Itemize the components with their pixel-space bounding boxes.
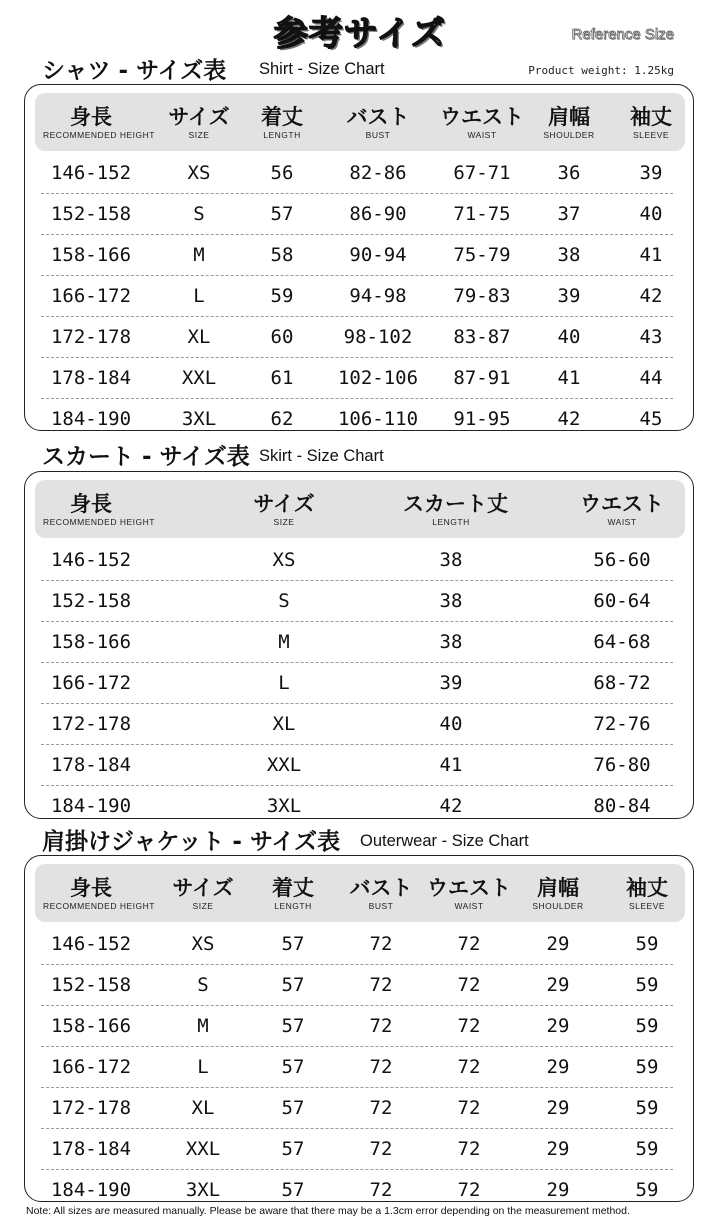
outerwear-cell-length: 57 bbox=[281, 933, 305, 955]
outerwear-cell-height: 152-158 bbox=[50, 974, 132, 996]
skirt-header-waist-en: WAIST bbox=[607, 517, 637, 527]
outerwear-cell-length: 57 bbox=[281, 1097, 305, 1119]
skirt-cell-length: 38 bbox=[439, 549, 463, 571]
outerwear-cell-height: 184-190 bbox=[50, 1179, 132, 1201]
table-row bbox=[25, 924, 693, 965]
outerwear-cell-height: 178-184 bbox=[50, 1138, 132, 1160]
product-weight: Product weight: 1.25kg bbox=[528, 64, 674, 77]
shirt-cell-sleeve: 40 bbox=[639, 203, 663, 225]
skirt-cell-waist: 60-64 bbox=[593, 590, 651, 612]
outerwear-cell-length: 57 bbox=[281, 1015, 305, 1037]
outerwear-header-size-jp: サイズ bbox=[172, 876, 234, 900]
shirt-header-size-jp: サイズ bbox=[168, 105, 230, 129]
shirt-header-waist-jp: ウエスト bbox=[440, 105, 524, 129]
outerwear-cell-bust: 72 bbox=[369, 1015, 393, 1037]
shirt-cell-size: M bbox=[193, 244, 205, 266]
shirt-cell-length: 62 bbox=[270, 408, 294, 430]
shirt-header-size bbox=[151, 93, 247, 151]
shirt-cell-length: 58 bbox=[270, 244, 294, 266]
outerwear-cell-waist: 72 bbox=[457, 933, 481, 955]
skirt-cell-size: XL bbox=[272, 713, 296, 735]
outerwear-cell-shoulder: 29 bbox=[546, 1179, 570, 1201]
shirt-cell-size: XS bbox=[187, 162, 211, 184]
skirt-cell-waist: 80-84 bbox=[593, 795, 651, 817]
skirt-header-length-en: LENGTH bbox=[432, 517, 470, 527]
shirt-cell-sleeve: 41 bbox=[639, 244, 663, 266]
skirt-cell-length: 39 bbox=[439, 672, 463, 694]
outerwear-cell-waist: 72 bbox=[457, 1179, 481, 1201]
outerwear-cell-bust: 72 bbox=[369, 1179, 393, 1201]
table-row bbox=[25, 358, 693, 399]
table-row bbox=[25, 965, 693, 1006]
skirt-header-size-en: SIZE bbox=[273, 517, 295, 527]
outerwear-header-sleeve-en: SLEEVE bbox=[628, 901, 666, 911]
outerwear-cell-shoulder: 29 bbox=[546, 933, 570, 955]
outerwear-cell-sleeve: 59 bbox=[635, 933, 659, 955]
outerwear-cell-shoulder: 29 bbox=[546, 1097, 570, 1119]
skirt-header-length bbox=[403, 480, 508, 538]
shirt-cell-length: 56 bbox=[270, 162, 294, 184]
outerwear-header-shoulder bbox=[510, 864, 606, 922]
shirt-cell-shoulder: 42 bbox=[557, 408, 581, 430]
skirt-cell-size: M bbox=[278, 631, 290, 653]
outerwear-header-bust-jp: バスト bbox=[349, 876, 413, 900]
outerwear-cell-sleeve: 59 bbox=[635, 1056, 659, 1078]
outerwear-header-waist-en: WAIST bbox=[454, 901, 484, 911]
table-row bbox=[25, 1047, 693, 1088]
outerwear-cell-bust: 72 bbox=[369, 1056, 393, 1078]
outerwear-cell-bust: 72 bbox=[369, 1097, 393, 1119]
shirt-header-bust-en: BUST bbox=[365, 130, 391, 140]
skirt-cell-waist: 64-68 bbox=[593, 631, 651, 653]
skirt-cell-height: 172-178 bbox=[50, 713, 132, 735]
shirt-cell-size: L bbox=[193, 285, 205, 307]
outerwear-header-shoulder-en: SHOULDER bbox=[532, 901, 584, 911]
shirt-header-sleeve-jp: 袖丈 bbox=[630, 105, 672, 129]
shirt-header-size-en: SIZE bbox=[188, 130, 210, 140]
table-row bbox=[25, 663, 693, 704]
skirt-size-table bbox=[24, 471, 694, 819]
measurement-note: Note: All sizes are measured manually. Please be aware that there may be a 1.3cm error depending on the measurement method. bbox=[26, 1205, 630, 1217]
table-row bbox=[25, 276, 693, 317]
shirt-size-table bbox=[24, 84, 694, 431]
shirt-cell-bust: 94-98 bbox=[349, 285, 407, 307]
table-row bbox=[25, 1088, 693, 1129]
skirt-cell-waist: 56-60 bbox=[593, 549, 651, 571]
shirt-cell-height: 146-152 bbox=[50, 162, 132, 184]
outerwear-cell-sleeve: 59 bbox=[635, 974, 659, 996]
outerwear-cell-length: 57 bbox=[281, 1138, 305, 1160]
shirt-header-height bbox=[43, 93, 155, 151]
shirt-cell-waist: 75-79 bbox=[453, 244, 511, 266]
shirt-header-bust bbox=[330, 93, 426, 151]
outerwear-cell-shoulder: 29 bbox=[546, 1138, 570, 1160]
outerwear-cell-length: 57 bbox=[281, 1179, 305, 1201]
outerwear-cell-size: XXL bbox=[185, 1138, 221, 1160]
skirt-cell-height: 152-158 bbox=[50, 590, 132, 612]
shirt-cell-height: 178-184 bbox=[50, 367, 132, 389]
skirt-cell-waist: 68-72 bbox=[593, 672, 651, 694]
shirt-cell-height: 184-190 bbox=[50, 408, 132, 430]
outerwear-title-jp: 肩掛けジャケット - サイズ表 bbox=[42, 829, 341, 855]
outerwear-cell-height: 172-178 bbox=[50, 1097, 132, 1119]
skirt-title-en: Skirt - Size Chart bbox=[259, 447, 384, 465]
table-row bbox=[25, 194, 693, 235]
shirt-header-length bbox=[234, 93, 330, 151]
shirt-header-shoulder-en: SHOULDER bbox=[543, 130, 595, 140]
shirt-cell-bust: 82-86 bbox=[349, 162, 407, 184]
shirt-header-bust-jp: バスト bbox=[346, 105, 410, 129]
shirt-cell-shoulder: 39 bbox=[557, 285, 581, 307]
reference-size-label: Reference Size bbox=[571, 26, 674, 43]
skirt-cell-height: 146-152 bbox=[50, 549, 132, 571]
outerwear-cell-shoulder: 29 bbox=[546, 974, 570, 996]
table-row bbox=[25, 317, 693, 358]
outerwear-cell-sleeve: 59 bbox=[635, 1015, 659, 1037]
outerwear-cell-bust: 72 bbox=[369, 933, 393, 955]
page-title: 参考サイズ bbox=[273, 14, 447, 54]
shirt-header-length-en: LENGTH bbox=[263, 130, 301, 140]
table-row bbox=[25, 399, 693, 440]
outerwear-cell-size: 3XL bbox=[185, 1179, 221, 1201]
skirt-cell-height: 184-190 bbox=[50, 795, 132, 817]
shirt-cell-size: 3XL bbox=[181, 408, 217, 430]
outerwear-cell-sleeve: 59 bbox=[635, 1179, 659, 1201]
outerwear-cell-waist: 72 bbox=[457, 974, 481, 996]
shirt-cell-bust: 90-94 bbox=[349, 244, 407, 266]
skirt-header-height-en: RECOMMENDED HEIGHT bbox=[43, 517, 155, 527]
shirt-cell-bust: 98-102 bbox=[343, 326, 413, 348]
shirt-cell-sleeve: 44 bbox=[639, 367, 663, 389]
shirt-cell-shoulder: 36 bbox=[557, 162, 581, 184]
shirt-header-waist-en: WAIST bbox=[467, 130, 497, 140]
outerwear-header-length-jp: 着丈 bbox=[272, 876, 314, 900]
shirt-cell-bust: 106-110 bbox=[337, 408, 419, 430]
skirt-cell-length: 42 bbox=[439, 795, 463, 817]
shirt-title-en: Shirt - Size Chart bbox=[259, 60, 385, 78]
outerwear-title-en: Outerwear - Size Chart bbox=[360, 832, 529, 850]
shirt-header-sleeve-en: SLEEVE bbox=[632, 130, 670, 140]
shirt-header-height-en: RECOMMENDED HEIGHT bbox=[43, 130, 155, 140]
skirt-cell-height: 166-172 bbox=[50, 672, 132, 694]
skirt-header-height-jp: 身長 bbox=[70, 492, 112, 516]
skirt-header-height bbox=[43, 480, 155, 538]
table-row bbox=[25, 1006, 693, 1047]
skirt-cell-size: XS bbox=[272, 549, 296, 571]
outerwear-header-bust-en: BUST bbox=[368, 901, 394, 911]
outerwear-header-waist-jp: ウエスト bbox=[427, 876, 511, 900]
shirt-cell-shoulder: 38 bbox=[557, 244, 581, 266]
outerwear-header-length bbox=[245, 864, 341, 922]
outerwear-cell-size: L bbox=[197, 1056, 209, 1078]
outerwear-cell-length: 57 bbox=[281, 1056, 305, 1078]
outerwear-header-shoulder-jp: 肩幅 bbox=[537, 876, 579, 900]
outerwear-cell-height: 158-166 bbox=[50, 1015, 132, 1037]
outerwear-cell-bust: 72 bbox=[369, 1138, 393, 1160]
skirt-cell-length: 38 bbox=[439, 590, 463, 612]
shirt-cell-bust: 86-90 bbox=[349, 203, 407, 225]
table-row bbox=[25, 622, 693, 663]
outerwear-cell-waist: 72 bbox=[457, 1097, 481, 1119]
outerwear-header-length-en: LENGTH bbox=[274, 901, 312, 911]
shirt-cell-shoulder: 37 bbox=[557, 203, 581, 225]
shirt-cell-height: 158-166 bbox=[50, 244, 132, 266]
table-row bbox=[25, 704, 693, 745]
outerwear-cell-shoulder: 29 bbox=[546, 1056, 570, 1078]
shirt-cell-sleeve: 43 bbox=[639, 326, 663, 348]
shirt-cell-length: 60 bbox=[270, 326, 294, 348]
shirt-cell-waist: 71-75 bbox=[453, 203, 511, 225]
shirt-header-shoulder-jp: 肩幅 bbox=[548, 105, 590, 129]
outerwear-cell-bust: 72 bbox=[369, 974, 393, 996]
skirt-cell-height: 178-184 bbox=[50, 754, 132, 776]
skirt-header-size bbox=[236, 480, 332, 538]
shirt-header-sleeve bbox=[603, 93, 699, 151]
table-row bbox=[25, 581, 693, 622]
shirt-cell-length: 61 bbox=[270, 367, 294, 389]
skirt-cell-size: 3XL bbox=[266, 795, 302, 817]
shirt-cell-waist: 87-91 bbox=[453, 367, 511, 389]
outerwear-cell-waist: 72 bbox=[457, 1138, 481, 1160]
outerwear-cell-waist: 72 bbox=[457, 1015, 481, 1037]
shirt-cell-height: 172-178 bbox=[50, 326, 132, 348]
outerwear-header-height bbox=[43, 864, 155, 922]
skirt-header-waist bbox=[574, 480, 670, 538]
skirt-header-size-jp: サイズ bbox=[253, 492, 315, 516]
skirt-title-jp: スカート - サイズ表 bbox=[42, 444, 250, 470]
table-row bbox=[25, 1129, 693, 1170]
outerwear-cell-height: 166-172 bbox=[50, 1056, 132, 1078]
shirt-header-length-jp: 着丈 bbox=[261, 105, 303, 129]
skirt-header-length-jp: スカート丈 bbox=[403, 492, 508, 516]
shirt-cell-waist: 67-71 bbox=[453, 162, 511, 184]
skirt-cell-waist: 72-76 bbox=[593, 713, 651, 735]
skirt-cell-length: 41 bbox=[439, 754, 463, 776]
skirt-cell-length: 40 bbox=[439, 713, 463, 735]
shirt-cell-height: 152-158 bbox=[50, 203, 132, 225]
outerwear-header-bust bbox=[333, 864, 429, 922]
shirt-title-jp: シャツ - サイズ表 bbox=[42, 58, 227, 84]
outerwear-header-waist bbox=[421, 864, 517, 922]
outerwear-header-size-en: SIZE bbox=[192, 901, 214, 911]
skirt-cell-size: S bbox=[278, 590, 290, 612]
skirt-cell-length: 38 bbox=[439, 631, 463, 653]
skirt-cell-height: 158-166 bbox=[50, 631, 132, 653]
shirt-header-height-jp: 身長 bbox=[70, 105, 112, 129]
outerwear-cell-sleeve: 59 bbox=[635, 1138, 659, 1160]
shirt-cell-height: 166-172 bbox=[50, 285, 132, 307]
outerwear-header-height-en: RECOMMENDED HEIGHT bbox=[43, 901, 155, 911]
outerwear-header-size bbox=[155, 864, 251, 922]
outerwear-cell-length: 57 bbox=[281, 974, 305, 996]
outerwear-cell-size: S bbox=[197, 974, 209, 996]
table-row bbox=[25, 745, 693, 786]
table-row bbox=[25, 786, 693, 827]
outerwear-header-sleeve bbox=[599, 864, 695, 922]
shirt-cell-sleeve: 39 bbox=[639, 162, 663, 184]
outerwear-header-sleeve-jp: 袖丈 bbox=[626, 876, 668, 900]
shirt-cell-sleeve: 45 bbox=[639, 408, 663, 430]
table-row bbox=[25, 235, 693, 276]
skirt-cell-waist: 76-80 bbox=[593, 754, 651, 776]
outerwear-cell-sleeve: 59 bbox=[635, 1097, 659, 1119]
shirt-cell-length: 59 bbox=[270, 285, 294, 307]
table-row bbox=[25, 540, 693, 581]
shirt-cell-waist: 79-83 bbox=[453, 285, 511, 307]
outerwear-cell-size: M bbox=[197, 1015, 209, 1037]
outerwear-header-height-jp: 身長 bbox=[70, 876, 112, 900]
outerwear-cell-size: XL bbox=[191, 1097, 215, 1119]
table-row bbox=[25, 153, 693, 194]
shirt-cell-bust: 102-106 bbox=[337, 367, 419, 389]
outerwear-size-table bbox=[24, 855, 694, 1202]
shirt-cell-size: XL bbox=[187, 326, 211, 348]
outerwear-cell-shoulder: 29 bbox=[546, 1015, 570, 1037]
skirt-cell-size: L bbox=[278, 672, 290, 694]
shirt-cell-shoulder: 41 bbox=[557, 367, 581, 389]
shirt-cell-size: XXL bbox=[181, 367, 217, 389]
shirt-cell-waist: 83-87 bbox=[453, 326, 511, 348]
outerwear-cell-height: 146-152 bbox=[50, 933, 132, 955]
outerwear-cell-size: XS bbox=[191, 933, 215, 955]
shirt-cell-length: 57 bbox=[270, 203, 294, 225]
shirt-cell-shoulder: 40 bbox=[557, 326, 581, 348]
skirt-cell-size: XXL bbox=[266, 754, 302, 776]
skirt-header-waist-jp: ウエスト bbox=[580, 492, 664, 516]
shirt-cell-size: S bbox=[193, 203, 205, 225]
outerwear-cell-waist: 72 bbox=[457, 1056, 481, 1078]
shirt-header-waist bbox=[434, 93, 530, 151]
shirt-cell-sleeve: 42 bbox=[639, 285, 663, 307]
shirt-cell-waist: 91-95 bbox=[453, 408, 511, 430]
